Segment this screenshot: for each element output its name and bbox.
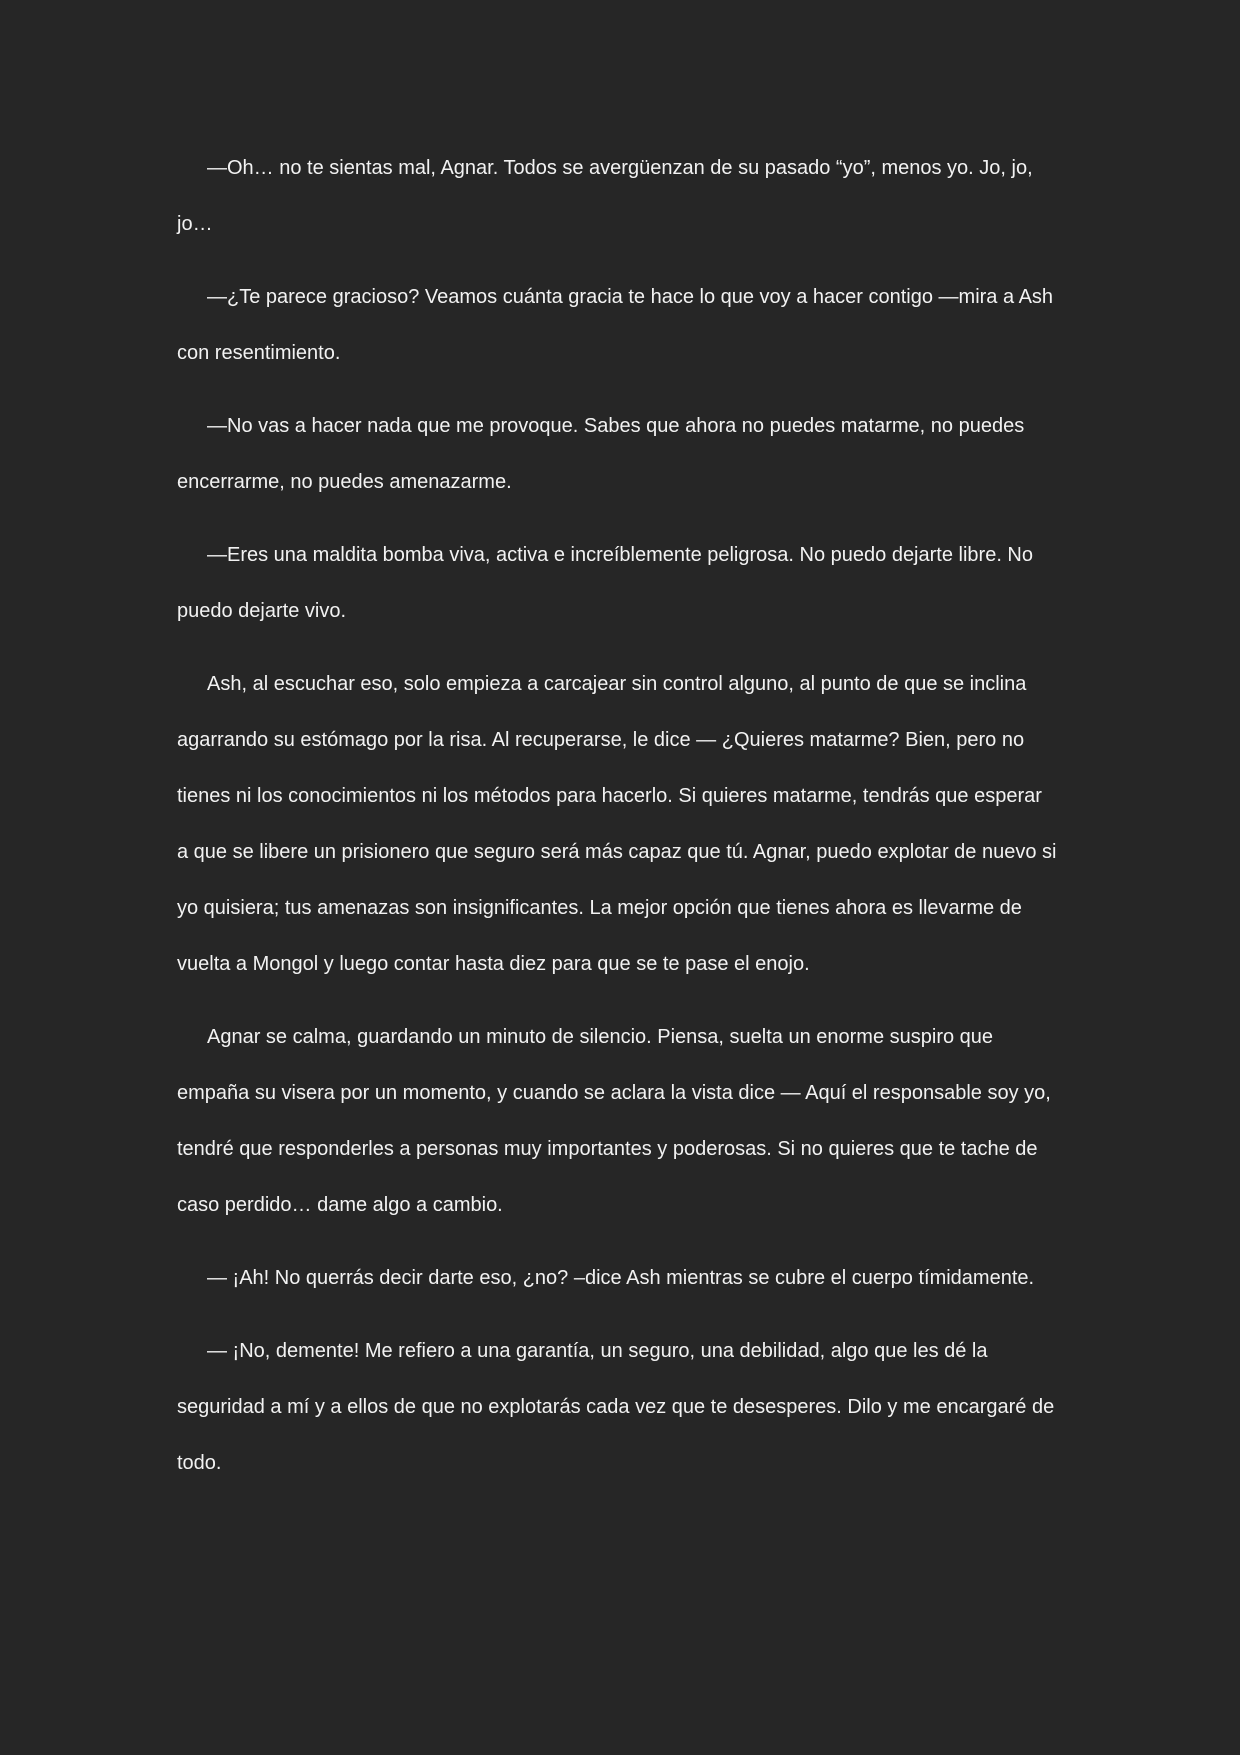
- paragraph: —No vas a hacer nada que me provoque. Sabes que ahora no puedes matarme, no puedes encerrarme, no puedes amenazarme.: [177, 415, 1025, 493]
- document-body: [177, 140, 1057, 1508]
- paragraph: Ash, al escuchar eso, solo empieza a carcajear sin control alguno, al punto de que se inclina agarrando su estómago por la risa. Al recuperarse, le dice — ¿Quieres matarme? Bien, pero no tienes ni los conocimientos ni los métodos para hacerlo. Si quieres matarme, tendrás que esperar a que se libere un prisionero que seguro será más capaz que tú. Agnar, puedo explotar de nuevo si yo quisiera; tus amenazas son insignificantes. La mejor opción que tienes ahora es llevarme de vuelta a Mongol y luego contar hasta diez para que se te pase el enojo.: [177, 673, 1057, 975]
- paragraph: —Eres una maldita bomba viva, activa e increíblemente peligrosa. No puedo dejarte libre. No puedo dejarte vivo.: [177, 544, 1033, 622]
- paragraph: Agnar se calma, guardando un minuto de silencio. Piensa, suelta un enorme suspiro que empaña su visera por un momento, y cuando se aclara la vista dice — Aquí el responsable soy yo, tendré que responderles a personas muy importantes y poderosas. Si no quieres que te tache de caso perdido… dame algo a cambio.: [177, 1026, 1051, 1216]
- paragraph: — ¡Ah! No querrás decir darte eso, ¿no? –dice Ash mientras se cubre el cuerpo tímidamente.: [207, 1267, 1035, 1289]
- paragraph: —Oh… no te sientas mal, Agnar. Todos se avergüenzan de su pasado “yo”, menos yo. Jo, jo, jo…: [177, 157, 1033, 235]
- paragraph: — ¡No, demente! Me refiero a una garantía, un seguro, una debilidad, algo que les dé la seguridad a mí y a ellos de que no explotarás cada vez que te desesperes. Dilo y me encargaré de todo.: [177, 1340, 1055, 1474]
- paragraph: —¿Te parece gracioso? Veamos cuánta gracia te hace lo que voy a hacer contigo —mira a Ash con resentimiento.: [177, 286, 1054, 364]
